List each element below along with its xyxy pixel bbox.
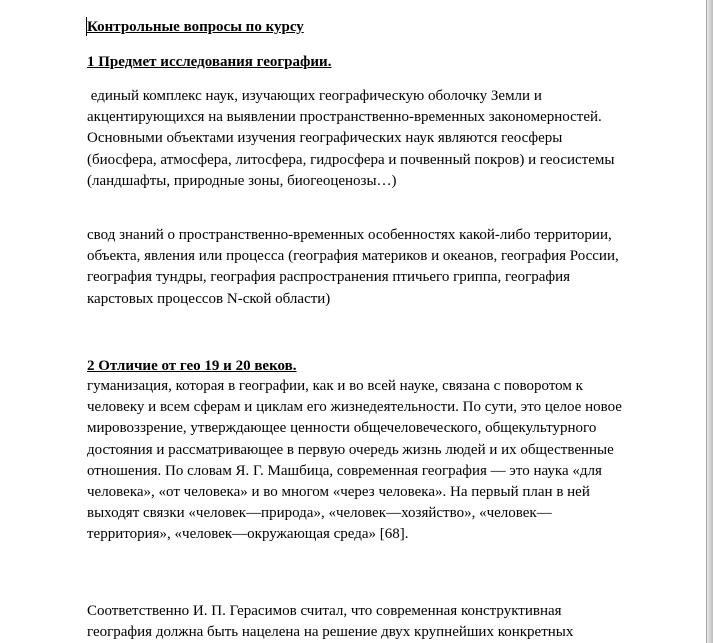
section-1-heading: 1 Предмет исследования географии.: [87, 54, 332, 70]
page-edge: [706, 0, 713, 643]
section-2-paragraph-1: гуманизация, которая в географии, как и во всей науке, связана с поворотом к человеку и всем сферам и циклам его жизнедеятельности. По сути, это целое новое мировоззрение, утверждающее ценности общечеловеческого, общекультурного достояния и рассматривающее в первую очередь жизнь людей и их общественные отношения. По словам Я. Г. Машбица, современная география — это наука «для человека», «от человека» и во многом «через человека». На первый план в ней выходят связки «человек—природа», «человек—хозяйство», «человек—территория», «человек—окружающая среда» [68].: [87, 378, 622, 543]
section-1-paragraph-1: единый комплекс наук, изучающих географическую оболочку Земли и акцентирующихся на выявлении пространственно-временных закономерностей. Основными объектами изучения географических наук являются геосферы (биосфера, атмосфера, литосфера, гидросфера и почвенный покров) и геосистемы (ландшафты, природные зоны, биогеоценозы…): [87, 88, 619, 189]
document-title: Контрольные вопросы по курсу: [87, 19, 304, 35]
section-1-paragraph-2: свод знаний о пространственно-временных особенностях какой-либо территории, объекта, явления или процесса (география материков и океанов, география России, география тундры, география распространения птичьего гриппа, география карстовых процессов N-ской области): [87, 227, 619, 307]
section-2-paragraph-2: Соответственно И. П. Герасимов считал, что современная конструктивная география должна быть нацелена на решение двух крупнейших конкретных: [87, 603, 574, 641]
section-2-heading: 2 Отличие от гео 19 и 20 веков.: [87, 358, 297, 374]
